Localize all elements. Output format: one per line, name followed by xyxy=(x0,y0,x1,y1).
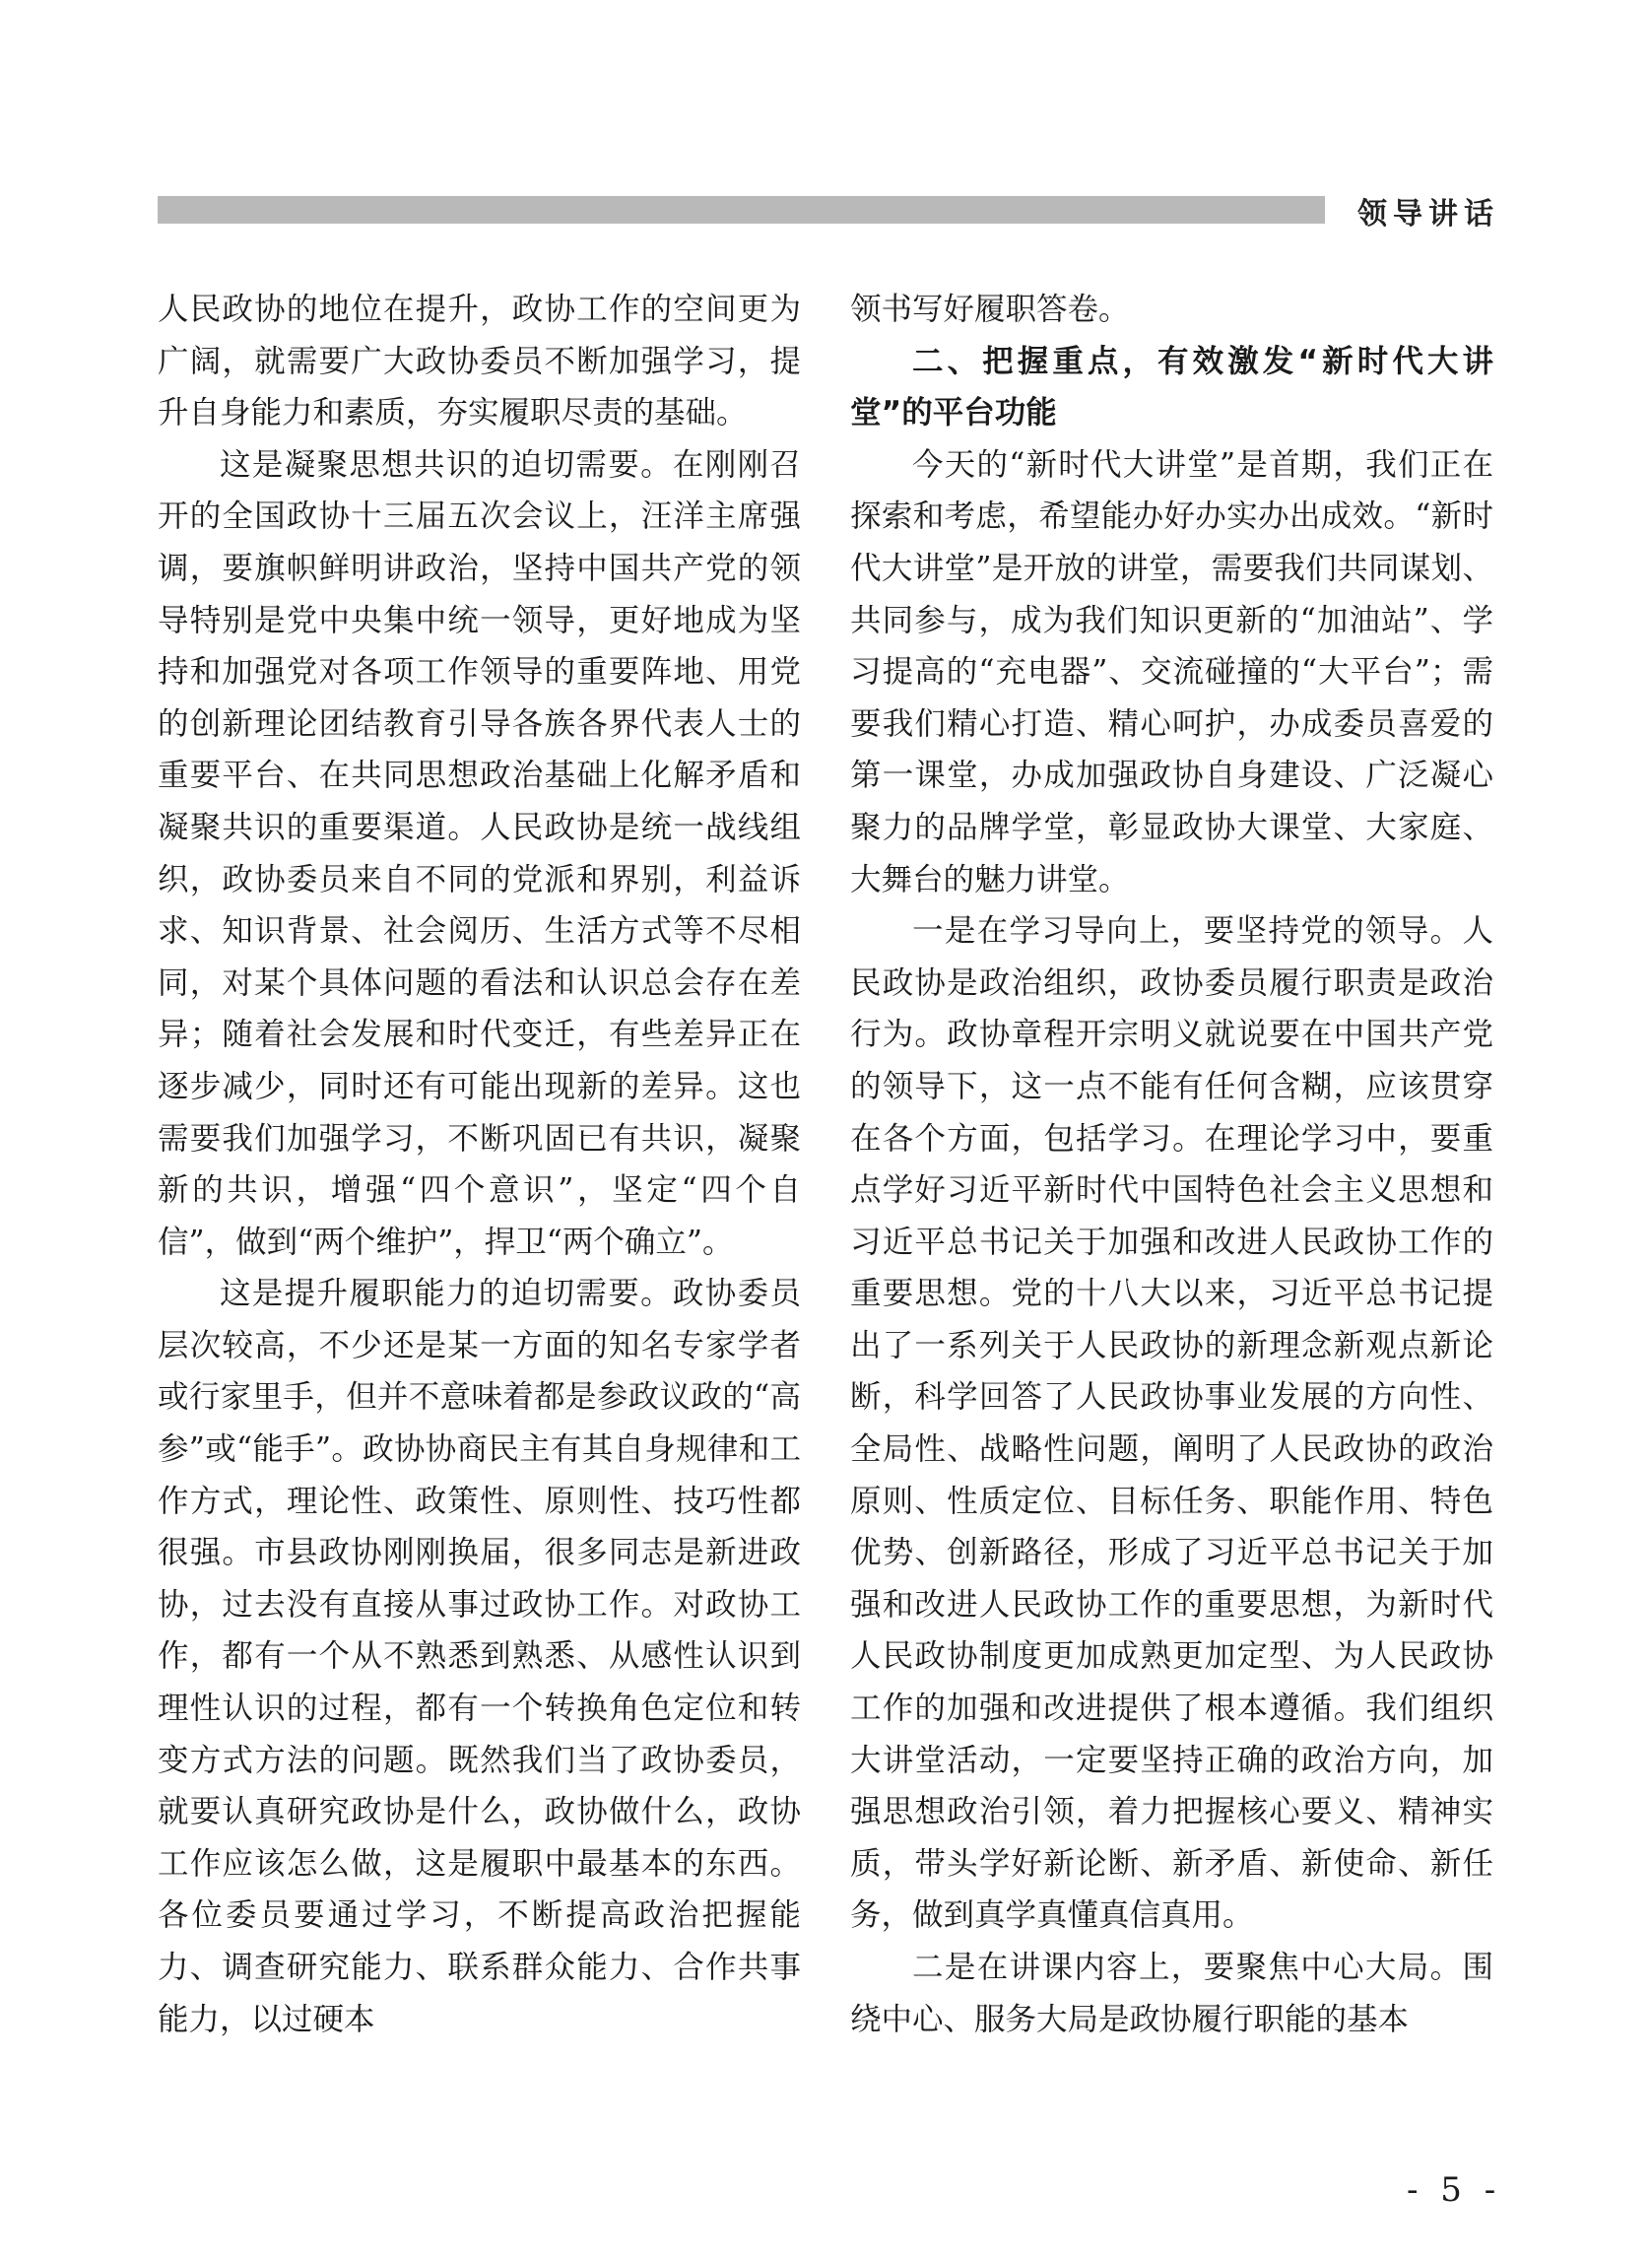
paragraph-text: 围绕中心、服务大局是政协履行职能的基本 xyxy=(850,1950,1493,2037)
paragraph-text: 人民政协是政治组织，政协委员履行职责是政治行为。政协章程开宗明义就说要在中国共产党的领导下，这一点不能有任何含糊，应该贯穿在各个方面，包括学习。在理论学习中，要重点学好习近平新时代中国特色社会主义思想和习近平总书记关于加强和改进人民政协工作的重要思想。党的十八大以来，习近平总书记提出了一系列关于人民政协的新理念新观点新论断，科学回答了人民政协事业发展的方向性、全局性、战略性问题，阐明了人民政协的政治原则、性质定位、目标任务、职能作用、特色优势、创新路径，形成了习近平总书记关于加强和改进人民政协工作的重要思想，为新时代人民政协制度更加成熟更加定型、为人民政协工作的加强和改进提供了根本遵循。我们组织大讲堂活动，一定要坚持正确的政治方向，加强思想政治引领，着力把握核心要义、精神实质，带头学好新论断、新矛盾、新使命、新任务，做到真学真懂真信真用。 xyxy=(850,913,1493,1934)
paragraph xyxy=(158,439,801,1269)
paragraph-text: 今天的“新时代大讲堂”是首期，我们正在探索和考虑，希望能办好办实办出成效。“新时代大讲堂”是开放的讲堂，需要我们共同谋划、共同参与，成为我们知识更新的“加油站”、学习提高的“充电器”、交流碰撞的“大平台”；需要我们精心打造、精心呵护，办成委员喜爱的第一课堂，办成加强政协自身建设、广泛凝心聚力的品牌学堂，彰显政协大课堂、大家庭、大舞台的魅力讲堂。 xyxy=(850,446,1493,897)
paragraph-text: 在刚刚召开的全国政协十三届五次会议上，汪洋主席强调，要旗帜鲜明讲政治，坚持中国共产党的领导特别是党中央集中统一领导，更好地成为坚持和加强党对各项工作领导的重要阵地、用党的创新理论团结教育引导各族各界代表人士的重要平台、在共同思想政治基础上化解矛盾和凝聚共识的重要渠道。人民政协是统一战线组织，政协委员来自不同的党派和界别，利益诉求、知识背景、社会阅历、生活方式等不尽相同，对某个具体问题的看法和认识总会存在差异；随着社会发展和时代变迁，有些差异正在逐步减少，同时还有可能出现新的差异。这也需要我们加强学习，不断巩固已有共识，凝聚新的共识，增强“四个意识”，坚定“四个自信”，做到“两个维护”，捍卫“两个确立”。 xyxy=(158,446,801,1260)
paragraph-lead: 这是凝聚思想共识的迫切需要。 xyxy=(220,446,673,483)
paragraph xyxy=(850,439,1493,905)
paragraph-text: 政协委员层次较高，不少还是某一方面的知名专家学者或行家里手，但并不意味着都是参政议政的“高参”或“能手”。政协协商民主有其自身规律和工作方式，理论性、政策性、原则性、技巧性都很强。市县政协刚刚换届，很多同志是新进政协，过去没有直接从事过政协工作。对政协工作，都有一个从不熟悉到熟悉、从感性认识到理性认识的过程，都有一个转换角色定位和转变方式方法的问题。既然我们当了政协委员，就要认真研究政协是什么，政协做什么，政协工作应该怎么做，这是履职中最基本的东西。各位委员要通过学习，不断提高政治把握能力、调查研究能力、联系群众能力、合作共事能力，以过硬本 xyxy=(158,1276,801,2037)
paragraph-lead: 一是在学习导向上，要坚持党的领导。 xyxy=(912,913,1463,950)
paragraph-lead: 这是提升履职能力的迫切需要。 xyxy=(220,1276,673,1312)
page-number: - 5 - xyxy=(1407,2170,1502,2210)
paragraph xyxy=(850,1942,1493,2045)
right-column xyxy=(850,284,1493,2045)
paragraph xyxy=(850,905,1493,1942)
paragraph xyxy=(158,284,801,439)
section-label: 领导讲话 xyxy=(1357,197,1499,232)
paragraph-lead: 二是在讲课内容上，要聚焦中心大局。 xyxy=(912,1950,1463,1985)
header-rule xyxy=(158,196,1325,224)
section-heading: 二、把握重点，有效激发“新时代大讲堂”的平台功能 xyxy=(850,343,1493,431)
paragraph-continuation: 领书写好履职答卷。 xyxy=(850,292,1130,327)
paragraph-text: 人民政协的地位在提升，政协工作的空间更为广阔，就需要广大政协委员不断加强学习，提升自身能力和素质，夯实履职尽责的基础。 xyxy=(158,292,801,431)
paragraph xyxy=(158,1268,801,2045)
left-column xyxy=(158,284,801,2045)
